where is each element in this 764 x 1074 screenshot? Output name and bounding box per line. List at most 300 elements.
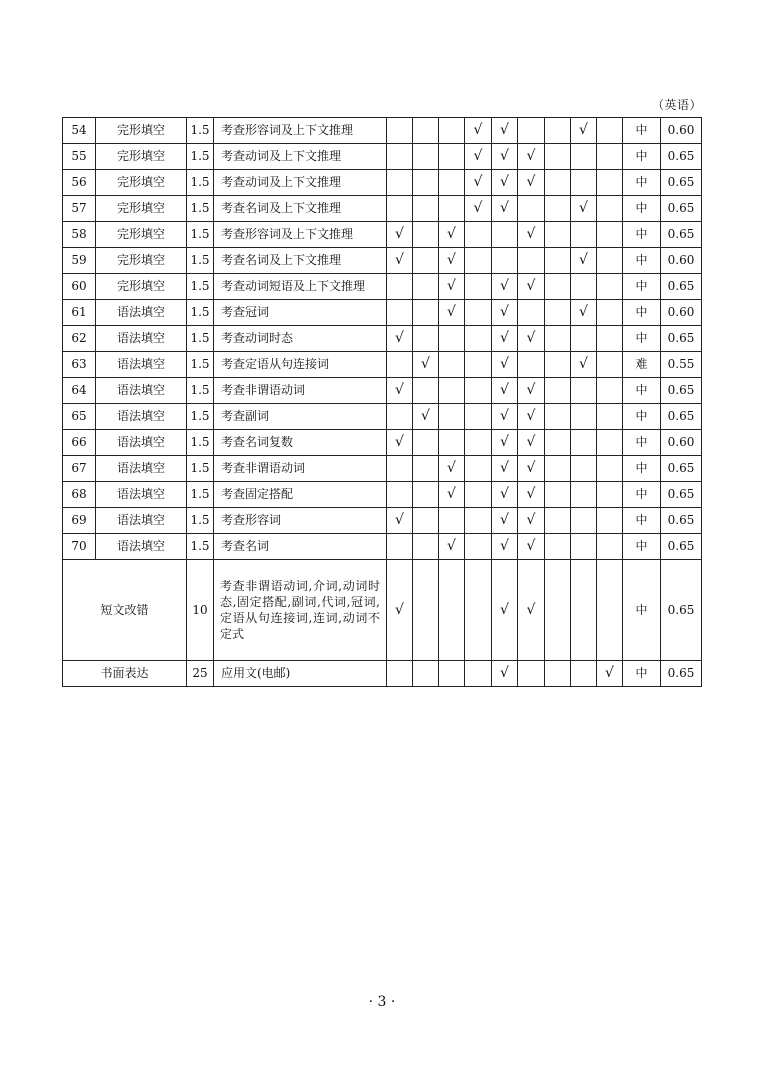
question-score: 1.5 <box>187 508 214 534</box>
check-cell: √ <box>492 144 518 170</box>
check-cell <box>439 144 465 170</box>
check-cell <box>465 534 492 560</box>
check-cell: √ <box>518 456 545 482</box>
question-number: 55 <box>63 144 96 170</box>
question-number: 70 <box>63 534 96 560</box>
check-cell <box>597 274 623 300</box>
check-cell <box>545 560 571 661</box>
difficulty-cell: 中 <box>623 326 661 352</box>
table-row <box>63 326 702 352</box>
question-description: 考查形容词及上下文推理 <box>214 118 387 144</box>
check-cell <box>545 170 571 196</box>
difficulty-value: 0.65 <box>661 170 702 196</box>
table-row <box>63 222 702 248</box>
table-row <box>63 404 702 430</box>
exam-spec-table <box>62 117 702 687</box>
question-score: 1.5 <box>187 534 214 560</box>
check-cell <box>571 482 597 508</box>
check-cell: √ <box>518 326 545 352</box>
difficulty-cell: 中 <box>623 482 661 508</box>
check-cell: √ <box>387 248 413 274</box>
table-row <box>63 508 702 534</box>
check-cell: √ <box>571 118 597 144</box>
difficulty-value: 0.60 <box>661 248 702 274</box>
check-cell: √ <box>387 222 413 248</box>
question-type: 完形填空 <box>96 118 187 144</box>
question-score: 1.5 <box>187 404 214 430</box>
check-cell <box>597 196 623 222</box>
difficulty-cell: 中 <box>623 170 661 196</box>
check-cell: √ <box>465 196 492 222</box>
check-cell <box>439 378 465 404</box>
check-cell <box>545 352 571 378</box>
check-cell <box>387 274 413 300</box>
question-description: 考查形容词 <box>214 508 387 534</box>
check-cell <box>387 482 413 508</box>
check-cell: √ <box>492 430 518 456</box>
check-cell <box>413 144 439 170</box>
question-type: 语法填空 <box>96 430 187 456</box>
check-cell <box>413 274 439 300</box>
question-number: 69 <box>63 508 96 534</box>
check-cell <box>413 118 439 144</box>
difficulty-cell: 中 <box>623 508 661 534</box>
table-row <box>63 482 702 508</box>
question-description: 考查冠词 <box>214 300 387 326</box>
check-cell <box>387 661 413 687</box>
question-score: 1.5 <box>187 196 214 222</box>
check-cell: √ <box>439 300 465 326</box>
check-cell <box>413 482 439 508</box>
difficulty-value: 0.65 <box>661 378 702 404</box>
check-cell: √ <box>492 378 518 404</box>
check-cell <box>439 352 465 378</box>
check-cell: √ <box>439 274 465 300</box>
difficulty-value: 0.65 <box>661 222 702 248</box>
check-cell: √ <box>465 170 492 196</box>
table-row <box>63 144 702 170</box>
difficulty-value: 0.65 <box>661 508 702 534</box>
difficulty-value: 0.65 <box>661 482 702 508</box>
check-cell: √ <box>492 482 518 508</box>
check-cell: √ <box>439 456 465 482</box>
check-cell <box>545 508 571 534</box>
question-type: 语法填空 <box>96 352 187 378</box>
difficulty-cell: 中 <box>623 534 661 560</box>
table-row <box>63 378 702 404</box>
check-cell <box>413 196 439 222</box>
question-number: 59 <box>63 248 96 274</box>
check-cell: √ <box>492 404 518 430</box>
difficulty-value: 0.65 <box>661 661 702 687</box>
difficulty-cell: 中 <box>623 560 661 661</box>
check-cell <box>413 560 439 661</box>
check-cell <box>571 534 597 560</box>
check-cell <box>439 118 465 144</box>
check-cell: √ <box>387 378 413 404</box>
check-cell <box>545 534 571 560</box>
table-row <box>63 274 702 300</box>
difficulty-value: 0.65 <box>661 534 702 560</box>
question-score: 1.5 <box>187 300 214 326</box>
question-type: 语法填空 <box>96 378 187 404</box>
check-cell <box>545 144 571 170</box>
question-type: 完形填空 <box>96 170 187 196</box>
check-cell: √ <box>492 534 518 560</box>
check-cell <box>545 196 571 222</box>
check-cell: √ <box>492 560 518 661</box>
check-cell: √ <box>518 508 545 534</box>
question-description: 考查定语从句连接词 <box>214 352 387 378</box>
check-cell <box>518 300 545 326</box>
question-score: 1.5 <box>187 430 214 456</box>
difficulty-cell: 中 <box>623 222 661 248</box>
table-row <box>63 170 702 196</box>
check-cell <box>413 430 439 456</box>
check-cell <box>387 300 413 326</box>
question-score: 1.5 <box>187 482 214 508</box>
check-cell <box>571 274 597 300</box>
question-score: 1.5 <box>187 274 214 300</box>
question-number: 68 <box>63 482 96 508</box>
check-cell <box>597 404 623 430</box>
check-cell: √ <box>492 196 518 222</box>
check-cell <box>439 560 465 661</box>
question-type: 语法填空 <box>96 404 187 430</box>
difficulty-value: 0.60 <box>661 430 702 456</box>
difficulty-value: 0.65 <box>661 560 702 661</box>
table-row <box>63 661 702 687</box>
check-cell <box>597 534 623 560</box>
question-score: 1.5 <box>187 222 214 248</box>
difficulty-cell: 中 <box>623 274 661 300</box>
check-cell: √ <box>387 430 413 456</box>
question-description: 考查名词及上下文推理 <box>214 196 387 222</box>
difficulty-value: 0.65 <box>661 196 702 222</box>
check-cell <box>518 661 545 687</box>
table-row <box>63 456 702 482</box>
check-cell: √ <box>492 118 518 144</box>
check-cell: √ <box>439 222 465 248</box>
check-cell <box>545 248 571 274</box>
question-description: 考查名词复数 <box>214 430 387 456</box>
question-number: 62 <box>63 326 96 352</box>
check-cell: √ <box>492 300 518 326</box>
check-cell <box>413 222 439 248</box>
question-type: 短文改错 <box>63 560 187 661</box>
difficulty-cell: 中 <box>623 661 661 687</box>
check-cell <box>465 430 492 456</box>
difficulty-value: 0.60 <box>661 118 702 144</box>
check-cell <box>571 560 597 661</box>
check-cell: √ <box>597 661 623 687</box>
question-number: 57 <box>63 196 96 222</box>
check-cell <box>465 222 492 248</box>
check-cell <box>545 274 571 300</box>
check-cell: √ <box>387 560 413 661</box>
question-description: 考查动词及上下文推理 <box>214 144 387 170</box>
question-number: 65 <box>63 404 96 430</box>
check-cell <box>571 378 597 404</box>
difficulty-value: 0.65 <box>661 144 702 170</box>
check-cell <box>571 326 597 352</box>
check-cell: √ <box>413 352 439 378</box>
check-cell: √ <box>518 274 545 300</box>
question-description: 应用文(电邮) <box>214 661 387 687</box>
check-cell: √ <box>387 508 413 534</box>
question-description: 考查非谓语动词 <box>214 378 387 404</box>
check-cell <box>465 560 492 661</box>
check-cell <box>413 378 439 404</box>
check-cell <box>571 222 597 248</box>
question-score: 1.5 <box>187 248 214 274</box>
check-cell: √ <box>492 352 518 378</box>
check-cell <box>597 118 623 144</box>
difficulty-cell: 中 <box>623 456 661 482</box>
question-score: 1.5 <box>187 456 214 482</box>
check-cell <box>571 170 597 196</box>
table-row <box>63 196 702 222</box>
check-cell <box>465 661 492 687</box>
question-type: 完形填空 <box>96 222 187 248</box>
check-cell: √ <box>413 404 439 430</box>
check-cell <box>413 508 439 534</box>
question-score: 10 <box>187 560 214 661</box>
question-description: 考查名词 <box>214 534 387 560</box>
question-description: 考查非谓语动词,介词,动词时态,固定搭配,副词,代词,冠词,定语从句连接词,连词,动词不定式 <box>214 560 387 661</box>
check-cell <box>413 248 439 274</box>
check-cell <box>597 378 623 404</box>
difficulty-value: 0.55 <box>661 352 702 378</box>
check-cell: √ <box>571 300 597 326</box>
difficulty-cell: 中 <box>623 144 661 170</box>
difficulty-cell: 中 <box>623 430 661 456</box>
table-row <box>63 248 702 274</box>
check-cell: √ <box>518 170 545 196</box>
check-cell <box>465 300 492 326</box>
check-cell <box>518 248 545 274</box>
check-cell <box>518 352 545 378</box>
check-cell: √ <box>465 144 492 170</box>
check-cell <box>387 144 413 170</box>
check-cell: √ <box>492 274 518 300</box>
question-description: 考查副词 <box>214 404 387 430</box>
table-row <box>63 118 702 144</box>
check-cell: √ <box>518 144 545 170</box>
question-number: 63 <box>63 352 96 378</box>
check-cell <box>597 352 623 378</box>
difficulty-value: 0.65 <box>661 326 702 352</box>
check-cell <box>545 482 571 508</box>
check-cell <box>413 300 439 326</box>
subject-label: （英语） <box>651 98 702 112</box>
difficulty-cell: 中 <box>623 118 661 144</box>
difficulty-cell: 中 <box>623 196 661 222</box>
difficulty-cell: 中 <box>623 248 661 274</box>
difficulty-value: 0.60 <box>661 300 702 326</box>
check-cell <box>545 661 571 687</box>
check-cell <box>413 326 439 352</box>
check-cell <box>413 534 439 560</box>
question-type: 语法填空 <box>96 300 187 326</box>
question-number: 60 <box>63 274 96 300</box>
question-type: 完形填空 <box>96 144 187 170</box>
question-description: 考查非谓语动词 <box>214 456 387 482</box>
check-cell <box>571 144 597 170</box>
check-cell <box>465 248 492 274</box>
check-cell: √ <box>439 482 465 508</box>
check-cell <box>597 222 623 248</box>
check-cell: √ <box>439 248 465 274</box>
difficulty-value: 0.65 <box>661 456 702 482</box>
check-cell <box>387 352 413 378</box>
table-row <box>63 300 702 326</box>
question-description: 考查形容词及上下文推理 <box>214 222 387 248</box>
question-type: 语法填空 <box>96 534 187 560</box>
question-description: 考查固定搭配 <box>214 482 387 508</box>
question-number: 58 <box>63 222 96 248</box>
question-type: 语法填空 <box>96 326 187 352</box>
check-cell <box>413 456 439 482</box>
question-number: 66 <box>63 430 96 456</box>
page-number: · 3 · <box>368 994 396 1010</box>
question-description: 考查名词及上下文推理 <box>214 248 387 274</box>
check-cell <box>439 508 465 534</box>
check-cell <box>465 352 492 378</box>
check-cell: √ <box>571 248 597 274</box>
check-cell <box>597 508 623 534</box>
check-cell: √ <box>518 378 545 404</box>
difficulty-cell: 中 <box>623 378 661 404</box>
question-type: 完形填空 <box>96 248 187 274</box>
check-cell <box>465 326 492 352</box>
check-cell: √ <box>492 508 518 534</box>
question-score: 1.5 <box>187 170 214 196</box>
check-cell <box>597 430 623 456</box>
question-description: 考查动词短语及上下文推理 <box>214 274 387 300</box>
check-cell <box>439 430 465 456</box>
check-cell: √ <box>439 534 465 560</box>
question-score: 1.5 <box>187 144 214 170</box>
check-cell <box>413 170 439 196</box>
check-cell <box>465 404 492 430</box>
table-row <box>63 430 702 456</box>
check-cell: √ <box>518 560 545 661</box>
difficulty-cell: 中 <box>623 300 661 326</box>
check-cell <box>492 222 518 248</box>
check-cell <box>545 300 571 326</box>
check-cell <box>387 534 413 560</box>
question-description: 考查动词时态 <box>214 326 387 352</box>
check-cell <box>439 196 465 222</box>
check-cell <box>545 326 571 352</box>
question-number: 61 <box>63 300 96 326</box>
difficulty-cell: 难 <box>623 352 661 378</box>
question-number: 54 <box>63 118 96 144</box>
check-cell <box>545 404 571 430</box>
question-type: 语法填空 <box>96 456 187 482</box>
check-cell: √ <box>518 534 545 560</box>
check-cell <box>597 326 623 352</box>
check-cell <box>518 196 545 222</box>
check-cell <box>465 378 492 404</box>
check-cell <box>571 430 597 456</box>
question-score: 1.5 <box>187 352 214 378</box>
table-row <box>63 560 702 661</box>
check-cell: √ <box>465 118 492 144</box>
check-cell <box>545 430 571 456</box>
check-cell <box>387 456 413 482</box>
check-cell: √ <box>492 661 518 687</box>
check-cell <box>387 118 413 144</box>
question-score: 1.5 <box>187 326 214 352</box>
check-cell: √ <box>387 326 413 352</box>
check-cell <box>518 118 545 144</box>
check-cell: √ <box>492 326 518 352</box>
check-cell: √ <box>518 482 545 508</box>
question-type: 语法填空 <box>96 482 187 508</box>
check-cell <box>439 404 465 430</box>
check-cell <box>439 170 465 196</box>
check-cell <box>571 508 597 534</box>
table-row <box>63 534 702 560</box>
check-cell <box>492 248 518 274</box>
check-cell: √ <box>518 404 545 430</box>
check-cell <box>387 404 413 430</box>
question-score: 1.5 <box>187 118 214 144</box>
question-type: 完形填空 <box>96 274 187 300</box>
question-type: 完形填空 <box>96 196 187 222</box>
check-cell <box>597 482 623 508</box>
check-cell <box>465 456 492 482</box>
question-description: 考查动词及上下文推理 <box>214 170 387 196</box>
check-cell <box>387 170 413 196</box>
question-number: 67 <box>63 456 96 482</box>
check-cell <box>597 248 623 274</box>
difficulty-cell: 中 <box>623 404 661 430</box>
check-cell <box>545 222 571 248</box>
check-cell <box>439 661 465 687</box>
check-cell <box>571 404 597 430</box>
question-number: 64 <box>63 378 96 404</box>
table-row <box>63 352 702 378</box>
check-cell: √ <box>571 352 597 378</box>
check-cell <box>465 508 492 534</box>
check-cell <box>597 560 623 661</box>
check-cell <box>439 326 465 352</box>
check-cell: √ <box>518 222 545 248</box>
difficulty-value: 0.65 <box>661 404 702 430</box>
check-cell: √ <box>518 430 545 456</box>
question-type: 语法填空 <box>96 508 187 534</box>
check-cell: √ <box>492 170 518 196</box>
check-cell <box>465 274 492 300</box>
check-cell <box>413 661 439 687</box>
check-cell <box>545 378 571 404</box>
check-cell <box>387 196 413 222</box>
check-cell <box>571 456 597 482</box>
question-score: 25 <box>187 661 214 687</box>
check-cell <box>545 118 571 144</box>
question-type: 书面表达 <box>63 661 187 687</box>
check-cell: √ <box>571 196 597 222</box>
check-cell <box>597 144 623 170</box>
check-cell: √ <box>492 456 518 482</box>
check-cell <box>545 456 571 482</box>
check-cell <box>571 661 597 687</box>
check-cell <box>465 482 492 508</box>
question-number: 56 <box>63 170 96 196</box>
